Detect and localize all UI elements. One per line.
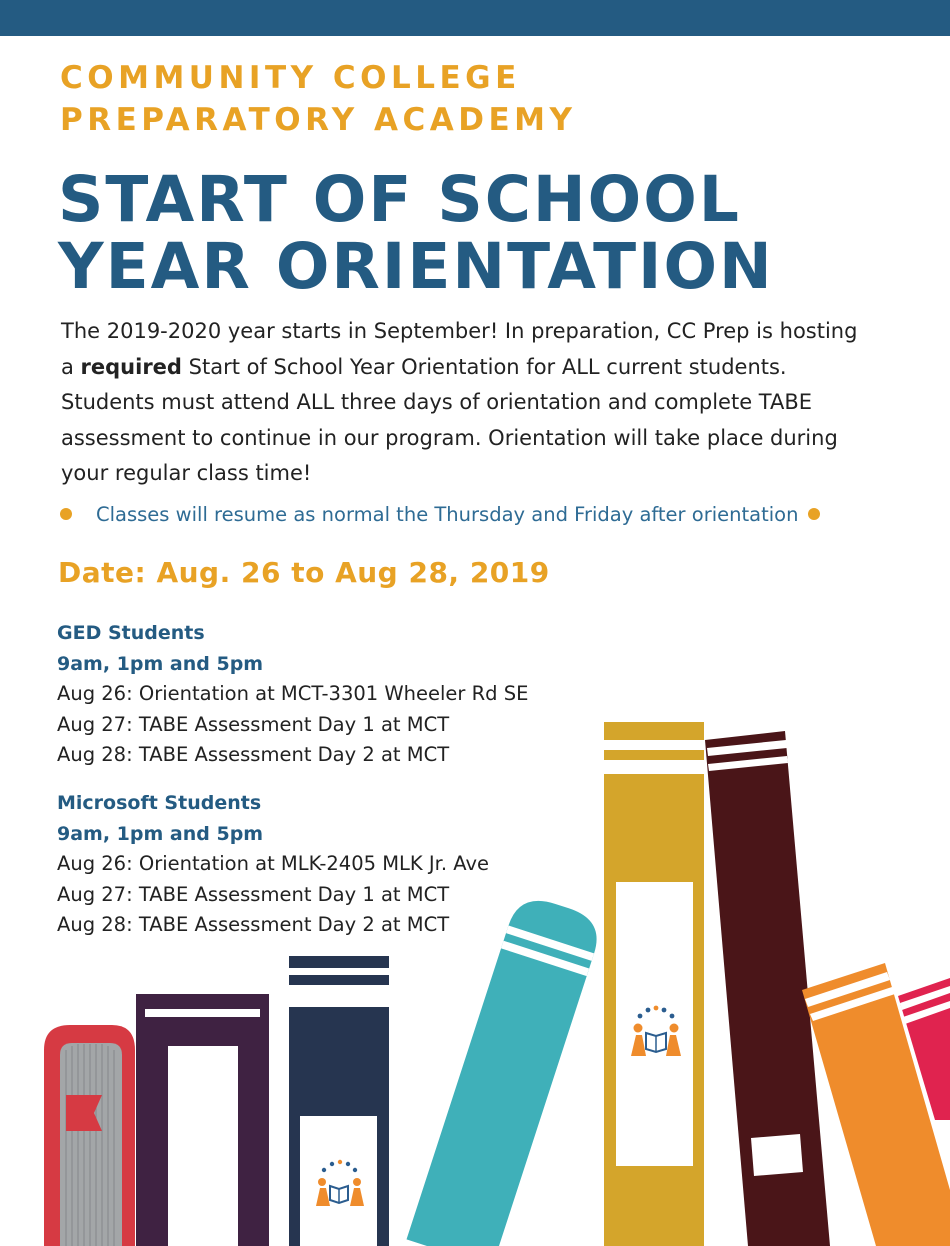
- classes-resume-text: Classes will resume as normal the Thursday and Friday after orientation: [96, 502, 799, 526]
- intro-text-part2: Start of School Year Orientation for ALL current students. Students must attend ALL three days of orientation and complete TABE assessment to continue in our program. Orientation will take place during your regular class time!: [61, 354, 838, 485]
- intro-text-part1: The 2019-2020 year starts in September! In preparation, CC Prep is hosting a: [61, 319, 858, 379]
- schedule-row: Aug 26: Orientation at MLK-2405 MLK Jr. Ave: [57, 852, 490, 875]
- navy-book: [289, 956, 389, 1246]
- schedule-row: Aug 26: Orientation at MCT-3301 Wheeler Rd SE: [57, 682, 529, 705]
- org-name-line2: PREPARATORY ACADEMY: [60, 102, 577, 138]
- section-heading: GED Students: [57, 622, 205, 644]
- intro-required-bold: required: [80, 354, 182, 379]
- section-times: 9am, 1pm and 5pm: [57, 652, 264, 675]
- flyer-title-line2: YEAR ORIENTATION: [58, 230, 774, 303]
- gold-book: [604, 722, 704, 1246]
- teal-book: [407, 892, 605, 1246]
- red-book: [44, 1025, 135, 1246]
- section-heading: Microsoft Students: [57, 792, 262, 814]
- purple-book: [136, 994, 269, 1246]
- schedule-row: Aug 28: TABE Assessment Day 2 at MCT: [57, 913, 450, 936]
- org-name-line1: COMMUNITY COLLEGE: [60, 60, 521, 96]
- flyer-title-line1: START OF SCHOOL: [58, 163, 741, 236]
- schedule-row: Aug 27: TABE Assessment Day 1 at MCT: [57, 712, 450, 736]
- section-times: 9am, 1pm and 5pm: [57, 822, 264, 845]
- schedule-row: Aug 27: TABE Assessment Day 1 at MCT: [57, 882, 450, 906]
- schedule-row: Aug 28: TABE Assessment Day 2 at MCT: [57, 743, 450, 766]
- orientation-date: Date: Aug. 26 to Aug 28, 2019: [58, 556, 550, 589]
